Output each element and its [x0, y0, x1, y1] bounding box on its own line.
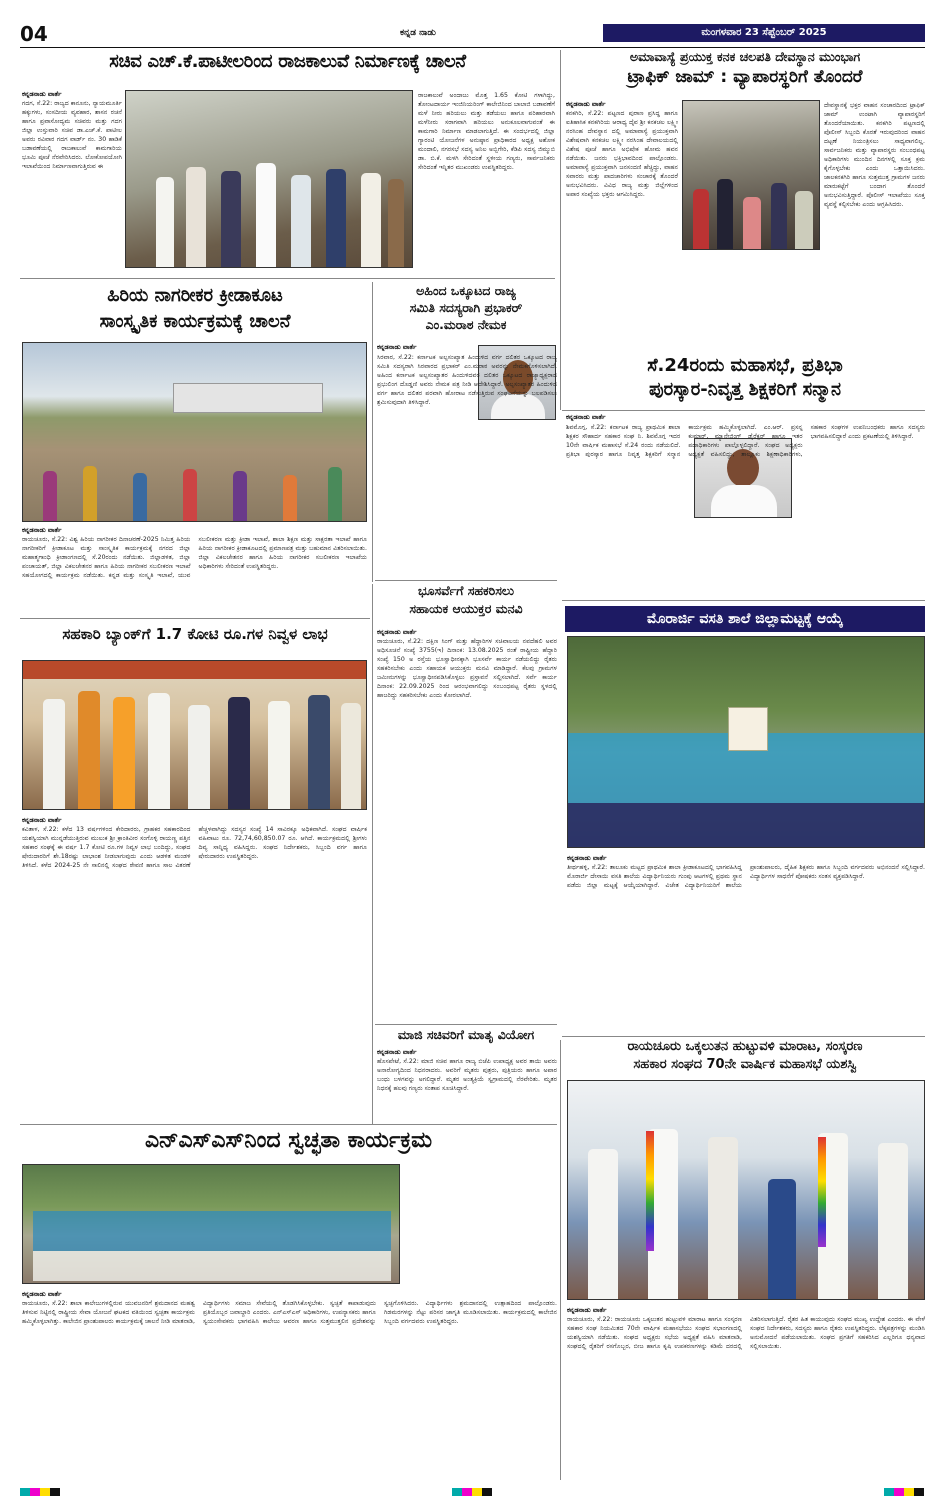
- a7-byline: ಕನ್ನಡನಾಡು ವಾರ್ತೆ: [377, 628, 417, 636]
- a9-byline: ಕನ್ನಡನಾಡು ವಾರ್ತೆ: [377, 1048, 417, 1056]
- a10-headline-1: ರಾಯಚೂರು ಒಕ್ಕಲುತನ ಹುಟ್ಟುವಳಿ ಮಾರಾಟ, ಸಂಸ್ಕರಣ: [627, 1039, 863, 1054]
- a1-body-right: ರಾಜಕಾಲುವೆ ಅಂದಾಜು ಮೊತ್ತ 1.65 ಕೋಟಿ ಗಳಾಗಿದ್ದು, ತೋಂಟದಾರ್ಯ ಇಂಜಿನಿಯರಿಂಗ್ ಕಾಲೇಜಿನಿಂದ ಬಾಲಾಜಿ ಬಡಾವಣೆಗೆ ಮಳೆ ನೀರು ಹರಿಯಲು ಮತ್ತು ತಡೆಯಲು ಹಾಗೂ ಪರಿಹಾರವಾಗಿ ಮಳೆನೀರು ಸರಾಗವಾಗಿ ಹರಿಯಲು ಅನುಕೂಲವಾಗುವಂತೆ ಈ ಕಾಮಗಾರಿ ನಿರ್ಮಾಣ ಮಾಡಲಾಗುತ್ತಿದೆ. ಈ ಸಂದರ್ಭದಲ್ಲಿ ಜಿಲ್ಲಾ ಗ್ಯಾರಂಟಿ ಯೋಜನೆಗಳ ಅನುಷ್ಠಾನ ಪ್ರಾಧಿಕಾರದ ಅಧ್ಯಕ್ಷ ಅಶೋಕ ಮಂದಾಲಿ, ನಗರಸಭೆ ಸದಸ್ಯ ಅನಿಲ ಅಬ್ಬಿಗೇರಿ, ಕೆಡಿಪಿ ಸದಸ್ಯ ಜಿಮ್ಮುಬಿ ಡಾ. ಬಿ.ಕೆ. ಮಳಗಿ ಸೇರಿದಂತೆ ಸ್ಥಳೀಯ ಗಣ್ಯರು, ಸಾರ್ವಜನಿಕರು ಸೇರಿದಂತೆ ಇನ್ನಿತರ ಮುಖಂಡರು ಉಪಸ್ಥಿತರಿದ್ದರು.: [418, 92, 555, 171]
- a2-byline: ಕನ್ನಡನಾಡು ವಾರ್ತೆ: [566, 100, 606, 108]
- a5-headline-2: ಪುರಸ್ಕಾರ-ನಿವೃತ್ತ ಶಿಕ್ಷಕರಿಗೆ ಸನ್ಮಾನ: [648, 379, 842, 400]
- a6-byline: ಕನ್ನಡನಾಡು ವಾರ್ತೆ: [22, 816, 62, 824]
- a5-headline-1: ಸೆ.24ರಂದು ಮಹಾಸಭೆ, ಪ್ರತಿಭಾ: [647, 355, 843, 376]
- a7-headline-2: ಸಹಾಯಕ ಆಯುಕ್ತರ ಮನವಿ: [409, 601, 523, 616]
- a8-photo: [567, 636, 925, 848]
- a2-photo: [682, 100, 820, 250]
- a8-byline: ಕನ್ನಡನಾಡು ವಾರ್ತೆ: [567, 854, 607, 862]
- a1-photo: [125, 90, 413, 268]
- a2-body-left: ಕನಕಗಿರಿ, ಸೆ.22: ಪಟ್ಟಣದ ಪುರಾಣ ಪ್ರಸಿದ್ಧ ಹಾಗೂ ಐತಿಹಾಸಿಕ ಕನಕಗಿರಿಯ ಆರಾಧ್ಯ ದೈವ ಶ್ರೀ ಕನಕಚಲ ಲಕ್ಷ್ಮೀ ನರಸಿಂಹ ದೇವಸ್ಥಾನ ದಲ್ಲಿ ಅಮಾವಾಸ್ಯೆ ಪ್ರಯುಕ್ತವಾಗಿ ವಿಶೇಷವಾಗಿ ಕನಕಚಲ ಲಕ್ಷ್ಮೀ ನರಸಿಂಹ ದೇವಾಲಯದಲ್ಲಿ ವಿಶೇಷ ಪೂಜೆ ಹಾಗೂ ಅಭಿಷೇಕ ಹೋಮ ಹವನ ನಡೆಯಿತು. ಜನರು ಭಕ್ತಿಭಾವದಿಂದ ಪಾಲ್ಗೊಂಡರು. ಅಮಾವಾಸ್ಯೆ ಪ್ರಯುಕ್ತವಾಗಿ ಜನಸಂದಣಿ ಹೆಚ್ಚಿದ್ದು, ವಾಹನ ಸವಾರರು ಮತ್ತು ಪಾದಚಾರಿಗಳು ಸಂಚಾರಕ್ಕೆ ತೊಂದರೆ ಅನುಭವಿಸಿದರು. ವಿವಿಧ ರಾಜ್ಯ ಮತ್ತು ಜಿಲ್ಲೆಗಳಿಂದ ಅಪಾರ ಸಂಖ್ಯೆಯ ಭಕ್ತರು ಆಗಮಿಸಿದ್ದರು.: [566, 110, 678, 198]
- a11-byline: ಕನ್ನಡನಾಡು ವಾರ್ತೆ: [22, 1290, 62, 1298]
- date-banner: ಮಂಗಳವಾರ 23 ಸೆಪ್ಟೆಂಬರ್ 2025: [603, 24, 925, 42]
- a1-body-left: ಗದಗ, ಸೆ.22: ರಾಜ್ಯದ ಕಾನೂನು, ನ್ಯಾಯಮೂರ್ತಿ ಹಕ್ಕುಗಳು, ಸಂಸದೀಯ ವ್ಯವಹಾರ, ಶಾಸನ ರಚನೆ ಹಾಗೂ ಪ್ರವಾಸೋದ್ಯಮ ಸಚಿವರು ಮತ್ತು ಗದಗ ಜಿಲ್ಲಾ ಉಸ್ತುವಾರಿ ಸಚಿವ ಡಾ.ಎಚ್.ಕೆ. ಪಾಟೀಲ ಅವರು ರವಿವಾರ ಗದಗ ವಾರ್ಡ್ ನಂ. 30 ಹಾಡಿಕೆ ಬಡಾವಣೆಯಲ್ಲಿ ರಾಜಕಾಲುವೆ ಕಾಮಗಾರಿಯ ಭೂಮಿ ಪೂಜೆ ನೆರವೇರಿಸಿದರು. ಲೋಕೋಪಯೋಗಿ ಇಲಾಖೆಯಿಂದ ನಿರ್ಮಾಣವಾಗುತ್ತಿರುವ ಈ: [22, 100, 122, 170]
- a3-body: ರಾಯಚೂರು, ಸೆ.22: ವಿಶ್ವ ಹಿರಿಯ ನಾಗರೀಕರ ದಿನಾಚರಣೆ-2025 ನಿಮಿತ್ತ ಹಿರಿಯ ನಾಗರೀಕರಿಗೆ ಕ್ರೀಡಾಕೂಟ ಮತ್ತು ಸಾಂಸ್ಕೃತಿಕ ಕಾರ್ಯಕ್ರಮಕ್ಕೆ ನಗರದ ಜಿಲ್ಲಾ ಮಹಾತ್ಮಗಾಂಧಿ ಕ್ರೀಡಾಂಗಣದಲ್ಲಿ ಸೆ.20ರಂದು ನಡೆಯಿತು. ಜಿಲ್ಲಾಡಳಿತ, ಜಿಲ್ಲಾ ಪಂಚಾಯತ್, ಜಿಲ್ಲಾ ವಿಕಲಚೇತನರ ಹಾಗೂ ಹಿರಿಯ ನಾಗರೀಕರ ಸಬಲೀಕರಣ ಇಲಾಖೆ ಸಹಯೋಗದಲ್ಲಿ ಕಾರ್ಯಕ್ರಮ ನಡೆಯಿತು. ಕನ್ನಡ ಮತ್ತು ಸಂಸ್ಕೃತಿ ಇಲಾಖೆ, ಯುವ ಸಬಲೀಕರಣ ಮತ್ತು ಕ್ರೀಡಾ ಇಲಾಖೆ, ಶಾಲಾ ಶಿಕ್ಷಣ ಮತ್ತು ಸಾಕ್ಷರತಾ ಇಲಾಖೆ ಹಾಗೂ ಹಿರಿಯ ನಾಗರೀಕರ ಕ್ರೀಡಾಕೂಟದಲ್ಲಿ ಪ್ರಮಾಣಪತ್ರ ಮತ್ತು ಬಹುಮಾನ ವಿತರಿಸಲಾಯಿತು. ಜಿಲ್ಲಾ ವಿಕಲಚೇತನರ ಹಾಗೂ ಹಿರಿಯ ನಾಗರೀಕರ ಸಬಲೀಕರಣ ಇಲಾಖೆಯ ಅಧಿಕಾರಿಗಳು ಸೇರಿದಂತೆ ಉಪಸ್ಥಿತರಿದ್ದರು.: [22, 536, 367, 579]
- a10-body: ರಾಯಚೂರು, ಸೆ.22: ರಾಯಚೂರು ಒಕ್ಕಲುತನ ಹುಟ್ಟುವಳಿ ಮಾರಾಟ ಹಾಗೂ ಸಂಸ್ಕರಣ ಸಹಕಾರ ಸಂಘ ನಿಯಮಿತದ 70ನೇ ವಾರ್ಷಿಕ ಮಹಾಸಭೆಯು ಸಂಘದ ಸಭಾಂಗಣದಲ್ಲಿ ಯಶಸ್ವಿಯಾಗಿ ನಡೆಯಿತು. ಸಂಘದ ಅಧ್ಯಕ್ಷರು ಸಭೆಯ ಅಧ್ಯಕ್ಷತೆ ವಹಿಸಿ ಮಾತನಾಡಿ, ಸಂಘದಲ್ಲಿ ರೈತರಿಗೆ ರಸಗೊಬ್ಬರ, ಬೀಜ ಹಾಗೂ ಕೃಷಿ ಉಪಕರಣಗಳನ್ನು ಕಡಿಮೆ ದರದಲ್ಲಿ ವಿತರಿಸಲಾಗುತ್ತಿದೆ. ರೈತರ ಹಿತ ಕಾಯುವುದು ಸಂಘದ ಮುಖ್ಯ ಉದ್ದೇಶ ಎಂದರು. ಈ ವೇಳೆ ಸಂಘದ ನಿರ್ದೇಶಕರು, ಸದಸ್ಯರು ಹಾಗೂ ರೈತರು ಉಪಸ್ಥಿತರಿದ್ದರು. ಲೆಕ್ಕಪತ್ರಗಳನ್ನು ಮಂಡಿಸಿ ಅನುಮೋದನೆ ಪಡೆಯಲಾಯಿತು. ಸಂಘದ ಪ್ರಗತಿಗೆ ಸಹಕರಿಸಿದ ಎಲ್ಲರಿಗೂ ಧನ್ಯವಾದ ಸಲ್ಲಿಸಲಾಯಿತು.: [567, 1316, 925, 1350]
- a6-photo: [22, 660, 367, 810]
- a8-headline: ಮೊರಾರ್ಜಿ ವಸತಿ ಶಾಲೆ ಜಿಲ್ಲಾಮಟ್ಟಕ್ಕೆ ಆಯ್ಕೆ: [565, 606, 925, 632]
- masthead-brand: ಕನ್ನಡ ನಾಡು: [400, 28, 436, 38]
- a8-body: ತೀರ್ಥಹಳ್ಳಿ, ಸೆ.22: ತಾಲೂಕು ಮಟ್ಟದ ಪ್ರಾಥಮಿಕ ಶಾಲಾ ಕ್ರೀಡಾಕೂಟದಲ್ಲಿ ಭಾಗವಹಿಸಿದ್ದ ಮೊರಾರ್ಜಿ ದೇಸಾಯಿ ವಸತಿ ಶಾಲೆಯ ವಿದ್ಯಾರ್ಥಿನಿಯರು ಗುಂಪು ಆಟಗಳಲ್ಲಿ ಪ್ರಥಮ ಸ್ಥಾನ ಪಡೆದು ಜಿಲ್ಲಾ ಮಟ್ಟಕ್ಕೆ ಆಯ್ಕೆಯಾಗಿದ್ದಾರೆ. ವಿಜೇತ ವಿದ್ಯಾರ್ಥಿನಿಯರಿಗೆ ಶಾಲೆಯ ಪ್ರಾಂಶುಪಾಲರು, ದೈಹಿಕ ಶಿಕ್ಷಕರು ಹಾಗೂ ಸಿಬ್ಬಂದಿ ವರ್ಗದವರು ಅಭಿನಂದನೆ ಸಲ್ಲಿಸಿದ್ದಾರೆ. ವಿದ್ಯಾರ್ಥಿಗಳ ಸಾಧನೆಗೆ ಪೋಷಕರು ಸಂತಸ ವ್ಯಕ್ತಪಡಿಸಿದ್ದಾರೆ.: [567, 864, 925, 889]
- a6-headline: ಸಹಕಾರಿ ಬ್ಯಾಂಕ್‌ಗೆ 1.7 ಕೋಟಿ ರೂ.ಗಳ ನಿವ್ವಳ ಲಾಭ: [62, 625, 328, 643]
- a9-headline: ಮಾಜಿ ಸಚಿವರಿಗೆ ಮಾತೃ ವಿಯೋಗ: [397, 1027, 535, 1042]
- a2-headline-1: ಅಮಾವಾಸ್ಯೆ ಪ್ರಯುಕ್ತ ಕನಕ ಚಲಪತಿ ದೇವಸ್ಥಾನ ಮುಂಭಾಗ: [629, 49, 861, 64]
- a7-text: [377, 628, 557, 1020]
- a10-text: [567, 1306, 925, 1478]
- a10-photo: [567, 1080, 925, 1300]
- a7-body: ರಾಯಚೂರು, ಸೆ.22: ದಕ್ಷಿಣ ಸಿಂಗ್ ಮತ್ತು ಹೆದ್ದಾರಿಗಳ ಸಚಿವಾಲಯ ನವದೆಹಲಿ ಅವರ ಅಧಿಸೂಚನೆ ಸಂಖ್ಯೆ 3755(ಇ) ದಿನಾಂಕ: 13.08.2025 ರಂತೆ ರಾಷ್ಟ್ರೀಯ ಹೆದ್ದಾರಿ ಸಂಖ್ಯೆ 150 ಅ ರಸ್ತೆಯ ಭೂಸ್ವಾಧೀನಕ್ಕಾಗಿ ಭೂಸರ್ವೆ ಕಾರ್ಯ ನಡೆಯಲಿದ್ದು ರೈತರು ಸಹಕರಿಸಬೇಕು ಎಂದು ಸಹಾಯಕ ಆಯುಕ್ತರು ಮನವಿ ಮಾಡಿದ್ದಾರೆ. ಕೆಲವು ಗ್ರಾಮಗಳ ಜಮೀನುಗಳನ್ನು ಭೂಸ್ವಾಧೀನಪಡಿಸಿಕೊಳ್ಳಲು ಪ್ರಸ್ತಾವನೆ ಸಲ್ಲಿಸಲಾಗಿದೆ. ಸರ್ವೆ ಕಾರ್ಯ ದಿನಾಂಕ: 22.09.2025 ರಿಂದ ಆರಂಭವಾಗಲಿದ್ದು ಸಂಬಂಧಪಟ್ಟ ರೈತರು ಸ್ಥಳದಲ್ಲಿ ಹಾಜರಿದ್ದು ಸಹಕರಿಸಬೇಕು ಎಂದು ಕೋರಲಾಗಿದೆ.: [377, 638, 557, 699]
- a1-column-left: [22, 90, 122, 266]
- a4-body: ಸಿರವಾರ, ಸೆ.22: ಕರ್ನಾಟಕ ಅಲ್ಪಸಂಖ್ಯಾತ ಹಿಂದುಳಿದ ವರ್ಗ ದಲಿತರ ಒಕ್ಕೂಟದ ರಾಜ್ಯ ಸಮಿತಿ ಸದಸ್ಯರಾಗಿ ಸಿರವಾರದ ಪ್ರಭಾಕರ್ ಎಂ.ಮರಾಠ ಅವರನ್ನು ನೇಮಕಗೊಳಿಸಲಾಗಿದೆ. ಅಹಿಂದ ಕರ್ನಾಟಕ ಅಲ್ಪಸಂಖ್ಯಾತರ ಹಿಂದುಳಿದವರ ದಲಿತರ ಒಕ್ಕೂಟದ ರಾಜ್ಯಾಧ್ಯಕ್ಷರಾದ ಪ್ರಭುಲಿಂಗ ದೊಡ್ಡಣಿ ಅವರು ನೇಮಕ ಪತ್ರ ನೀಡಿ ಆದೇಶಿಸಿದ್ದಾರೆ. ಅಲ್ಪಸಂಖ್ಯಾತರ ಹಿಂದುಳಿದ ವರ್ಗ ಹಾಗೂ ದಲಿತರ ಪರವಾಗಿ ಹೋರಾಟ ನಡೆಸುತ್ತಿರುವ ಸಂಘಟನೆಯನ್ನು ಬಲಪಡಿಸಲು ಶ್ರಮಿಸುವುದಾಗಿ ತಿಳಿಸಿದ್ದಾರೆ.: [377, 354, 557, 406]
- a11-text: [22, 1290, 557, 1478]
- a4-headline-2: ಸಮಿತಿ ಸದಸ್ಯರಾಗಿ ಪ್ರಭಾಕರ್: [409, 300, 523, 315]
- a4-byline: ಕನ್ನಡನಾಡು ವಾರ್ತೆ: [377, 343, 417, 351]
- color-registration-left: [20, 1488, 60, 1496]
- a4-headline-1: ಅಹಿಂದ ಒಕ್ಕೂಟದ ರಾಜ್ಯ: [416, 283, 516, 298]
- a10-byline: ಕನ್ನಡನಾಡು ವಾರ್ತೆ: [567, 1306, 607, 1314]
- a3-headline-1: ಹಿರಿಯ ನಾಗರೀಕರ ಕ್ರೀಡಾಕೂಟ: [107, 285, 283, 306]
- a2-body-right: ದೇವಸ್ಥಾನಕ್ಕೆ ಭಕ್ತರ ವಾಹನ ಸಂಚಾರದಿಂದ ಟ್ರಾಫಿಕ್ ಜಾಮ್ ಉಂಟಾಗಿ ವ್ಯಾಪಾರಸ್ಥರಿಗೆ ತೊಂದರೆಯಾಯಿತು. ಕನಕಗಿರಿ ಪಟ್ಟಣದಲ್ಲಿ ಪೊಲೀಸ್ ಸಿಬ್ಬಂದಿ ಕೊರತೆ ಇರುವುದರಿಂದ ವಾಹನ ದಟ್ಟಣೆ ನಿಯಂತ್ರಿಸಲು ಸಾಧ್ಯವಾಗಲಿಲ್ಲ. ಸಾರ್ವಜನಿಕರು ಮತ್ತು ವ್ಯಾಪಾರಸ್ಥರು ಸಂಬಂಧಪಟ್ಟ ಅಧಿಕಾರಿಗಳು ಮುಂದಿನ ದಿನಗಳಲ್ಲಿ ಸೂಕ್ತ ಕ್ರಮ ಕೈಗೊಳ್ಳಬೇಕು ಎಂದು ಒತ್ತಾಯಿಸಿದರು. ಜಾಲಕನಕಗಿರಿ ಹಾಗೂ ಸುತ್ತಮುತ್ತ ಗ್ರಾಮಗಳ ಜನರು ಮಾರುಕಟ್ಟೆಗೆ ಬಂದಾಗ ತೊಂದರೆ ಅನುಭವಿಸುತ್ತಿದ್ದಾರೆ. ಪೊಲೀಸ್ ಇಲಾಖೆಯು ಸೂಕ್ತ ವ್ಯವಸ್ಥೆ ಕಲ್ಪಿಸಬೇಕು ಎಂದು ಆಗ್ರಹಿಸಿದರು.: [824, 102, 925, 208]
- a2-headline-2: ಟ್ರಾಫಿಕ್ ಜಾಮ್ : ವ್ಯಾಪಾರಸ್ಥರಿಗೆ ತೊಂದರೆ: [627, 67, 863, 87]
- a3-headline-2: ಸಾಂಸ್ಕೃತಿಕ ಕಾರ್ಯಕ್ರಮಕ್ಕೆ ಚಾಲನೆ: [99, 311, 291, 332]
- a11-headline: ಎನ್‌ಎಸ್‌ಎಸ್‌ನಿಂದ ಸ್ವಚ್ಛತಾ ಕಾರ್ಯಕ್ರಮ: [145, 1128, 432, 1153]
- a5-byline: ಕನ್ನಡನಾಡು ವಾರ್ತೆ: [566, 413, 606, 421]
- a1-headline: ಸಚಿವ ಎಚ್.ಕೆ.ಪಾಟೀಲರಿಂದ ರಾಜಕಾಲುವೆ ನಿರ್ಮಾಣಕ್ಕೆ ಚಾಲನೆ: [109, 51, 466, 72]
- a1-byline: ಕನ್ನಡನಾಡು ವಾರ್ತೆ: [22, 90, 62, 98]
- a6-body: ಕವಿತಾಳ, ಸೆ.22: ಕಳೆದ 13 ವರ್ಷಗಳಿಂದ ಕೇರಿದಾರರು, ಗ್ರಾಹಕರ ಸಹಕಾರದಿಂದ ಯಶಸ್ವಿಯಾಗಿ ಮುನ್ನಡೆಯುತ್ತಿರುವ ಮುಲುಕ ಶ್ರೀ ಕ್ರಾಂತಿವೀರ ಸಂಗೊಳ್ಳಿ ರಾಯಣ್ಣ ಪತ್ತಿನ ಸಹಕಾರ ಸಂಘಕ್ಕೆ ಈ ವರ್ಷ 1.7 ಕೋಟಿ ರೂ.ಗಳ ನಿವ್ವಳ ಲಾಭ ಬಂದಿದ್ದು, ಸಂಘದ ಷೇರುದಾರರಿಗೆ ಶೇ.18ರಷ್ಟು ಲಾಭಾಂಶ ನೀಡಲಾಗುವುದು ಎಂದು ಆಡಳಿತ ಮಂಡಳಿ ತಿಳಿಸಿದೆ. ಕಳೆದ 2024-25 ನೇ ಸಾಲಿನಲ್ಲಿ ಸಂಘದ ಠೇವಣಿ ಹಾಗೂ ಸಾಲ ವಿತರಣೆ ಹೆಚ್ಚಳವಾಗಿದ್ದು ಸದಸ್ಯರ ಸಂಖ್ಯೆ 14 ಸಾವಿರಕ್ಕೂ ಅಧಿಕವಾಗಿದೆ. ಸಂಘದ ವಾರ್ಷಿಕ ವಹಿವಾಟು ರೂ. 72,74,60,850.07 ರೂ. ಆಗಿದೆ. ಕಾರ್ಯಕ್ರಮದಲ್ಲಿ ಶ್ರೀಗಳು ದಿವ್ಯ ಸಾನ್ನಿಧ್ಯ ವಹಿಸಿದ್ದರು. ಸಂಘದ ನಿರ್ದೇಶಕರು, ಸಿಬ್ಬಂದಿ ವರ್ಗ ಹಾಗೂ ಷೇರುದಾರರು ಉಪಸ್ಥಿತರಿದ್ದರು.: [22, 826, 367, 869]
- a7-headline-1: ಭೂಸರ್ವೆಗೆ ಸಹಕರಿಸಲು: [417, 583, 514, 598]
- masthead: [20, 22, 925, 46]
- color-registration-mid: [452, 1488, 492, 1496]
- a2-column-left: [566, 100, 678, 350]
- a4-headline-3: ಎಂ.ಮರಾಠ ನೇಮಕ: [425, 317, 507, 332]
- a5-body: ಶಿವಮೊಗ್ಗ, ಸೆ.22: ಕರ್ನಾಟಕ ರಾಜ್ಯ ಪ್ರಾಥಮಿಕ ಶಾಲಾ ಶಿಕ್ಷಕರ ಸೌಹಾರ್ದ ಸಹಕಾರ ಸಂಘ ನಿ. ಶಿವಮೊಗ್ಗ ಇದರ 10ನೇ ವಾರ್ಷಿಕ ಮಹಾಸಭೆ ಸೆ.24 ರಂದು ನಡೆಯಲಿದೆ. ಪ್ರತಿಭಾ ಪುರಸ್ಕಾರ ಹಾಗೂ ನಿವೃತ್ತ ಶಿಕ್ಷಕರಿಗೆ ಸನ್ಮಾನ ಕಾರ್ಯಕ್ರಮ ಹಮ್ಮಿಕೊಳ್ಳಲಾಗಿದೆ. ಎಂ.ಆರ್. ಪ್ರಸನ್ನ ಕುಮಾರ್, ಮ್ಯಾನೇಜಿಂಗ್ ಡೈರೆಕ್ಟರ್ ಹಾಗೂ ಇತರ ಪದಾಧಿಕಾರಿಗಳು ಪಾಲ್ಗೊಳ್ಳಲಿದ್ದಾರೆ. ಸಂಘದ ಅಧ್ಯಕ್ಷರು ಅಧ್ಯಕ್ಷತೆ ವಹಿಸಲಿದ್ದು, ತಾಲ್ಲೂಕು ಶಿಕ್ಷಣಾಧಿಕಾರಿಗಳು, ಸಹಕಾರ ಸಂಘಗಳ ಉಪನಿಬಂಧಕರು ಹಾಗೂ ಸದಸ್ಯರು ಭಾಗವಹಿಸಲಿದ್ದಾರೆ ಎಂದು ಪ್ರಕಟಣೆಯಲ್ಲಿ ತಿಳಿಸಿದ್ದಾರೆ.: [566, 424, 925, 458]
- a9-text: [377, 1048, 557, 1122]
- a3-byline: ಕನ್ನಡನಾಡು ವಾರ್ತೆ: [22, 526, 62, 534]
- a8-text: [567, 854, 925, 1030]
- a11-photo: [22, 1164, 400, 1284]
- a6-text: [22, 816, 367, 1116]
- color-registration-right: [884, 1488, 924, 1496]
- a3-photo: [22, 342, 367, 522]
- a10-headline-2: ಸಹಕಾರ ಸಂಘದ 70ನೇ ವಾರ್ಷಿಕ ಮಹಾಸಭೆ ಯಶಸ್ವಿ: [633, 1057, 857, 1072]
- a3-text: [22, 526, 367, 612]
- a11-body: ರಾಯಚೂರು, ಸೆ.22: ಶಾಲಾ ಕಾಲೇಜುಗಳಲ್ಲಿರುವ ಯುವಜನರಿಗೆ ಶ್ರಮದಾನದ ಮಹತ್ವ ತಿಳಿಸುವ ನಿಟ್ಟಿನಲ್ಲಿ ರಾಷ್ಟ್ರೀಯ ಸೇವಾ ಯೋಜನೆ ಘಟಕದ ವತಿಯಿಂದ ಸ್ವಚ್ಛತಾ ಕಾರ್ಯಕ್ರಮ ಹಮ್ಮಿಕೊಳ್ಳಲಾಗಿತ್ತು. ಕಾಲೇಜಿನ ಪ್ರಾಂಶುಪಾಲರು ಕಾರ್ಯಕ್ರಮಕ್ಕೆ ಚಾಲನೆ ನೀಡಿ ಮಾತನಾಡಿ, ವಿದ್ಯಾರ್ಥಿಗಳು ಸಮಾಜ ಸೇವೆಯಲ್ಲಿ ತೊಡಗಿಸಿಕೊಳ್ಳಬೇಕು. ಸ್ವಚ್ಛತೆ ಕಾಪಾಡುವುದು ಪ್ರತಿಯೊಬ್ಬರ ಜವಾಬ್ದಾರಿ ಎಂದರು. ಎನ್‌ಎಸ್‌ಎಸ್ ಅಧಿಕಾರಿಗಳು, ಉಪನ್ಯಾಸಕರು ಹಾಗೂ ಸ್ವಯಂಸೇವಕರು ಭಾಗವಹಿಸಿ ಕಾಲೇಜು ಆವರಣ ಹಾಗೂ ಸುತ್ತಮುತ್ತಲಿನ ಪ್ರದೇಶವನ್ನು ಸ್ವಚ್ಛಗೊಳಿಸಿದರು. ವಿದ್ಯಾರ್ಥಿಗಳು ಶ್ರಮದಾನದಲ್ಲಿ ಉತ್ಸಾಹದಿಂದ ಪಾಲ್ಗೊಂಡರು. ಗಿಡಮರಗಳನ್ನು ನೆಟ್ಟು ಪರಿಸರ ಜಾಗೃತಿ ಮೂಡಿಸಲಾಯಿತು. ಕಾರ್ಯಕ್ರಮದಲ್ಲಿ ಕಾಲೇಜಿನ ಸಿಬ್ಬಂದಿ ವರ್ಗದವರು ಉಪಸ್ಥಿತರಿದ್ದರು.: [22, 1300, 557, 1325]
- page-number: 04: [20, 22, 48, 46]
- a9-body: ಹೊಸಪೇಟೆ, ಸೆ.22: ಮಾಜಿ ಸಚಿವ ಹಾಗೂ ರಾಜ್ಯ ಬಿಜೆಪಿ ಉಪಾಧ್ಯಕ್ಷ ಅವರ ತಾಯಿ ಅವರು ಅನಾರೋಗ್ಯದಿಂದ ನಿಧನರಾದರು. ಅವರಿಗೆ ಮೃತರು ಪುತ್ರರು, ಪುತ್ರಿಯರು ಹಾಗೂ ಅಪಾರ ಬಂಧು ಬಳಗವನ್ನು ಅಗಲಿದ್ದಾರೆ. ಮೃತರ ಅಂತ್ಯಕ್ರಿಯೆ ಸ್ವಗ್ರಾಮದಲ್ಲಿ ನೆರವೇರಿತು. ಮೃತರ ನಿಧನಕ್ಕೆ ಹಲವು ಗಣ್ಯರು ಸಂತಾಪ ಸೂಚಿಸಿದ್ದಾರೆ.: [377, 1058, 557, 1092]
